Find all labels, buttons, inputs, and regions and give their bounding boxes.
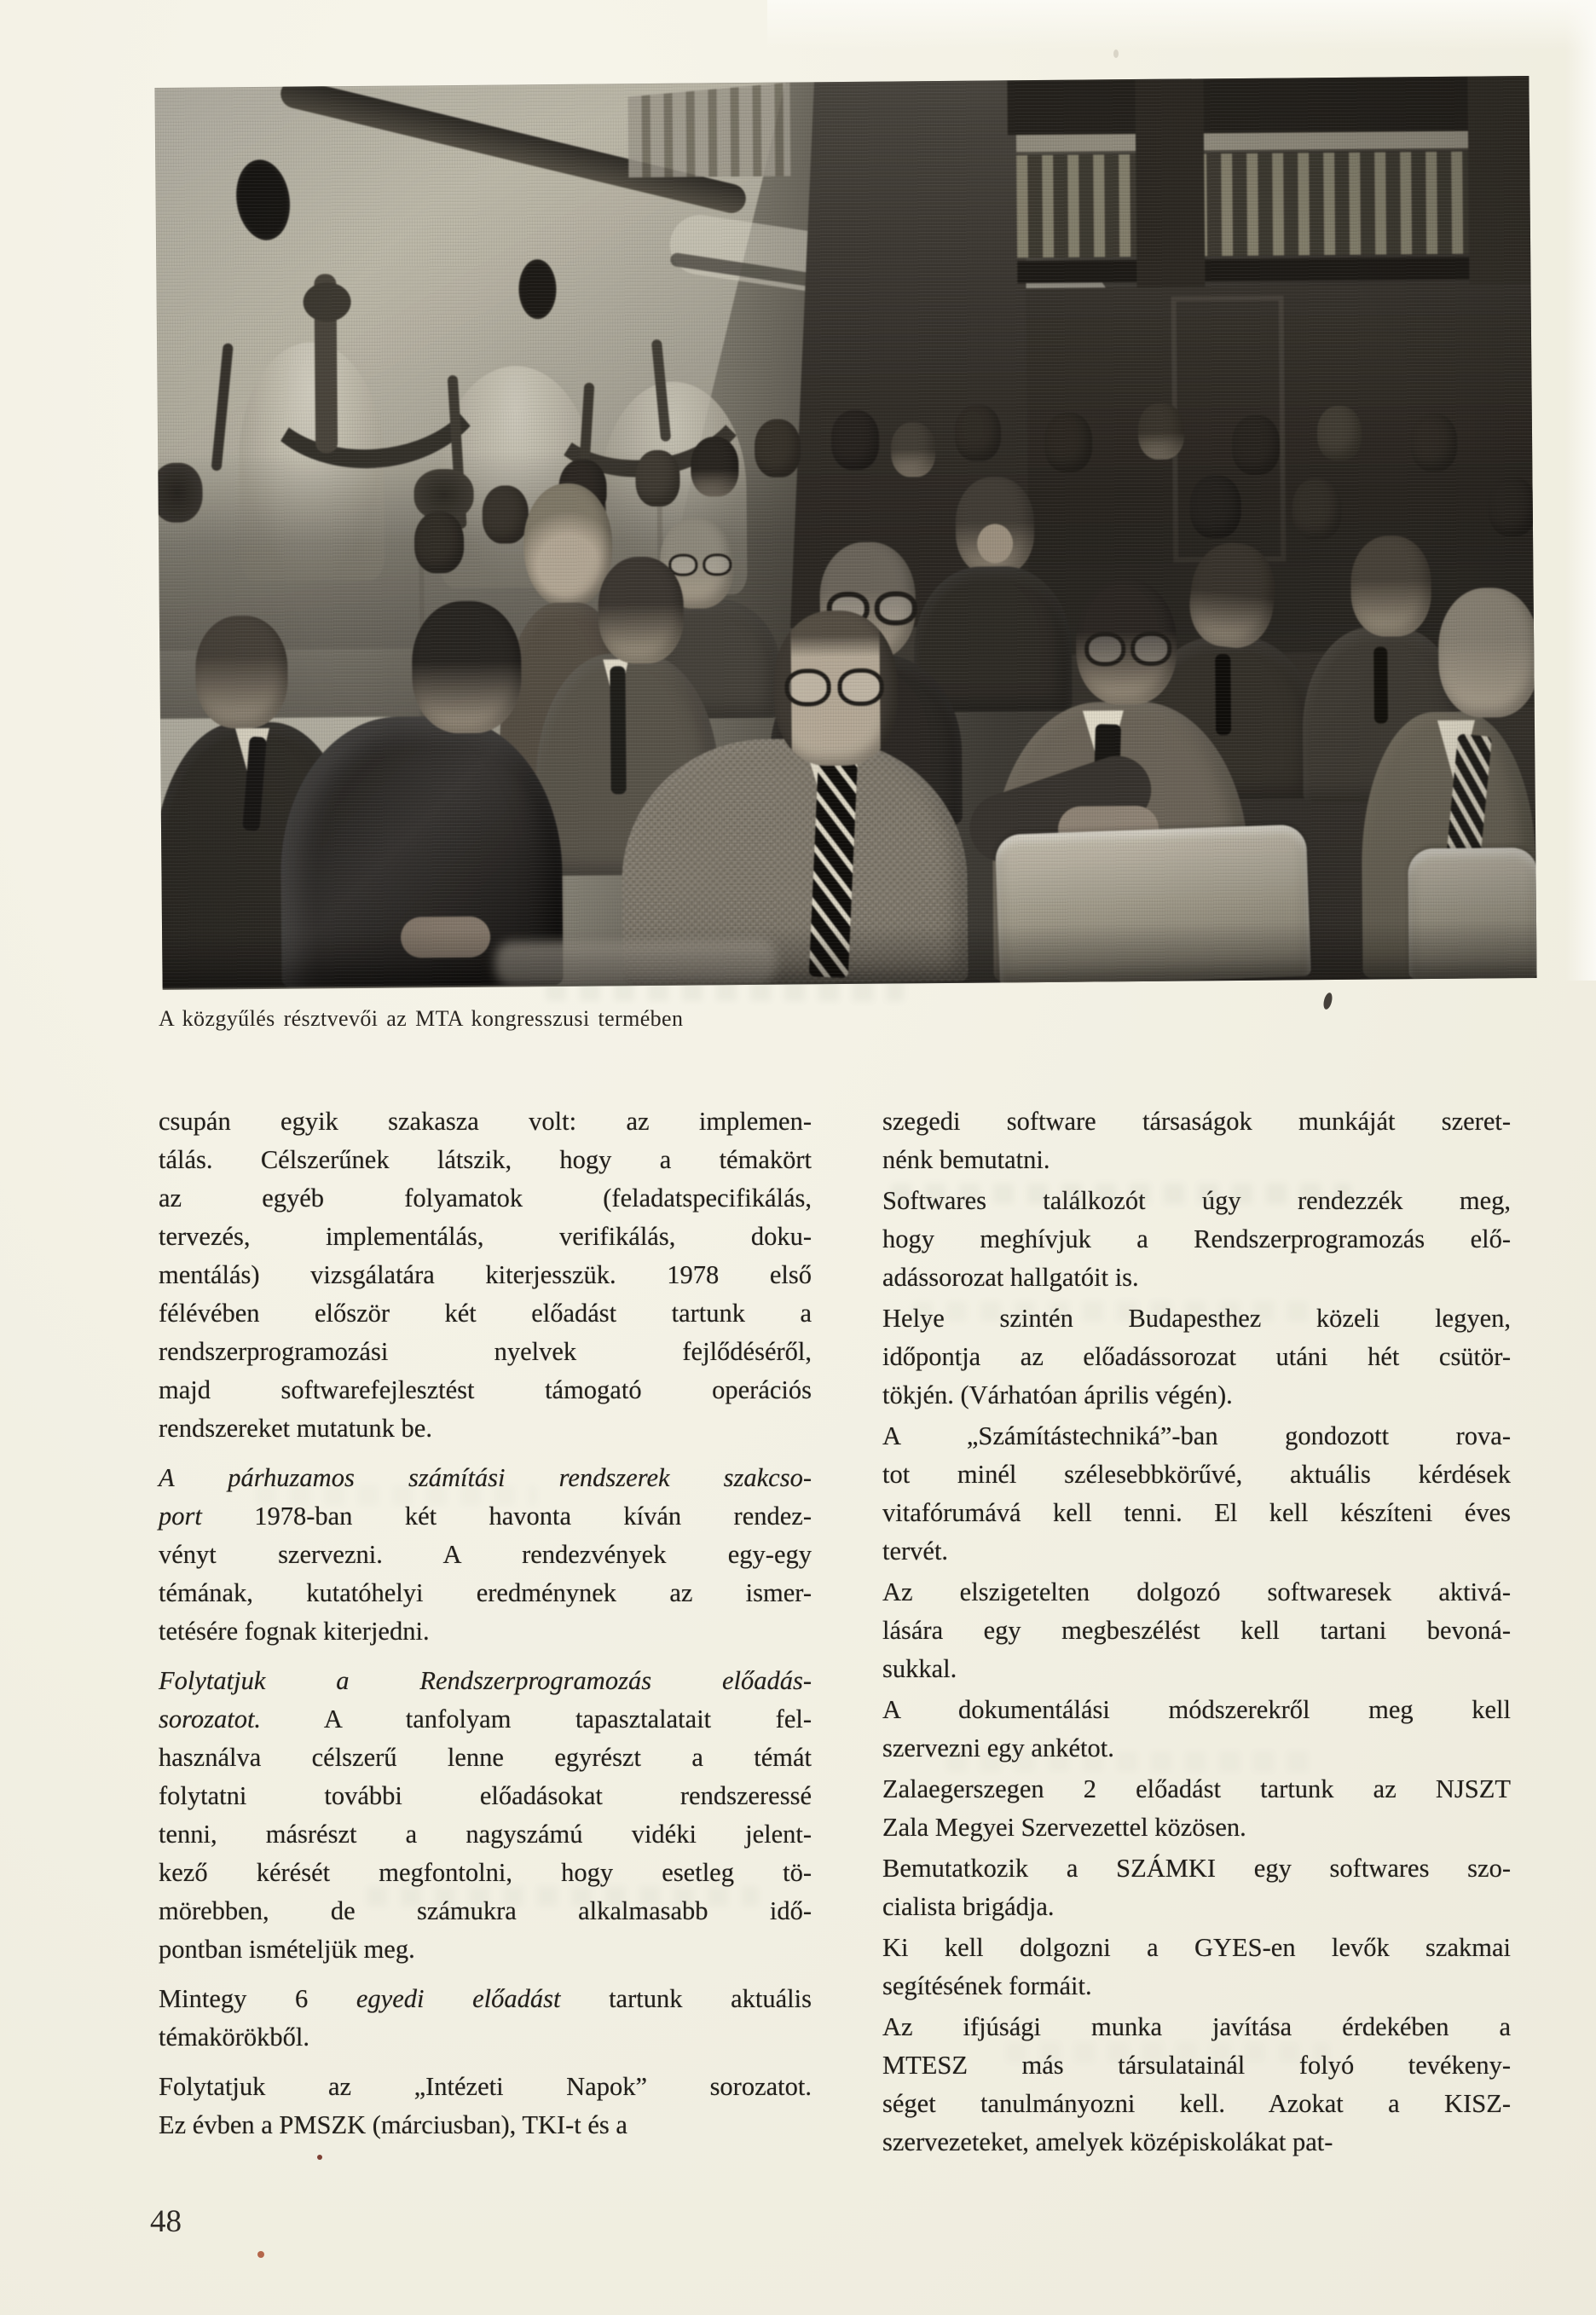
text-line [882,1141,1511,1179]
text-line [159,2018,812,2057]
text-line [159,2106,812,2144]
text-line [159,1892,812,1930]
text-segment: kező kérését megfontolni, hogy esetleg tö- [159,1858,812,1887]
text-line [882,1612,1511,1650]
paragraph [882,1417,1511,1571]
text-line [882,1259,1511,1297]
text-segment: témakörökből. [159,2023,310,2052]
text-segment: tartunk aktuális [560,1984,812,2013]
person-silhouette [755,419,801,477]
text-line [882,1650,1511,1688]
text-line [159,1459,812,1497]
glasses-icon [784,668,883,707]
paper-speck [317,2155,322,2160]
person-head [412,600,522,733]
photo-scene [154,76,1536,990]
tie [1373,646,1388,723]
text-line [882,1770,1511,1809]
person-silhouette [635,450,680,506]
person-head [523,483,612,608]
photo-shape [784,668,830,706]
text-segment: A dokumentálási módszerekről meg kell [882,1695,1511,1724]
person-head [195,616,288,729]
text-line [159,1930,812,1969]
text-segment: szervezeteket, amelyek középiskolákat pat- [882,2127,1333,2156]
text-line [159,1536,812,1574]
balcony-rail [1016,130,1530,152]
text-line [159,1256,812,1294]
person-head [1438,587,1537,718]
text-segment: Softwares találkozót úgy rendezzék meg, [882,1186,1511,1215]
text-line [882,2008,1511,2046]
text-segment: nénk bemutatni. [882,1145,1050,1174]
text-line [159,1179,812,1218]
text-segment: tetésére fognak kiterjedni. [159,1617,430,1646]
text-segment: időpontja az előadássorozat utáni hét csütör- [882,1342,1511,1371]
paragraph [159,2068,812,2144]
text-segment: Az elszigetelten dolgozó softwaresek aktivá- [882,1577,1511,1606]
person-head [1350,535,1431,637]
text-segment: tot minél szélesebbkörűvé, aktuális kérdések [882,1460,1511,1489]
text-segment: Folytatjuk az „Intézeti Napok” sorozatot. [159,2072,812,2101]
text-line [159,1980,812,2018]
text-line [882,1456,1511,1494]
photo-shape [875,591,917,625]
paragraph [882,1573,1511,1688]
paragraph [882,1182,1511,1297]
text-segment: Zalaegerszegen 2 előadást tartunk az NJSZT [882,1774,1511,1803]
text-line [882,1417,1511,1456]
person-silhouette [1232,415,1281,475]
text-segment: csupán egyik szakasza volt: az implemen- [159,1107,812,1136]
text-line [159,1141,812,1179]
text-line [882,2046,1511,2085]
glasses-icon [668,553,732,576]
person-hand [977,524,1013,563]
person-silhouette [891,422,936,477]
person-silhouette [1138,403,1185,460]
text-line [159,1574,812,1612]
page-number: 48 [150,2204,182,2239]
paper-speck [1113,49,1119,58]
text-line [882,1809,1511,1847]
text-segment: Helye szintén Budapesthez közeli legyen, [882,1304,1511,1333]
text-line [159,1294,812,1333]
balcony-cornice [1007,76,1530,135]
text-line [882,1849,1511,1888]
text-line [882,1376,1511,1415]
text-line [159,1700,812,1739]
scan-edge-highlight [1565,0,1596,981]
paragraph [882,1299,1511,1415]
text-line [882,2123,1511,2162]
text-segment: szegedi software társaságok munkáját szeret- [882,1107,1511,1136]
person-silhouette [414,512,465,574]
text-line [882,1220,1511,1259]
glasses-icon [1084,632,1171,667]
text-segment: mörebben, de számukra alkalmasabb idő- [159,1896,812,1925]
text-segment: Bemutatkozik a SZÁMKI egy softwares szo- [882,1854,1511,1883]
text-line [159,1409,812,1448]
photo-shape [1130,632,1171,666]
text-segment: tervezés, implementálás, verifikálás, doku- [159,1222,812,1251]
text-segment: tálás. Célszerűnek látszik, hogy a témakört [159,1145,812,1174]
text-line [882,1729,1511,1768]
text-line [882,1691,1511,1729]
paragraph [882,2008,1511,2162]
text-line [882,1494,1511,1532]
text-segment: segítésének formáit. [882,1971,1092,2000]
ink-speck [1322,992,1334,1010]
text-line [882,2085,1511,2123]
conference-photo [154,76,1536,990]
paper-speck [257,2251,264,2258]
text-segment: tervét. [882,1537,949,1566]
italic-text-segment: sorozatot. [159,1704,262,1733]
person-silhouette [1189,475,1241,539]
person-silhouette [1488,477,1536,536]
floor-shadow [162,920,1537,990]
text-segment: lására egy megbeszélést kell tartani bevoná- [882,1616,1511,1645]
left-text-column [159,1103,812,2144]
text-segment: vényt szervezni. A rendezvények egy-egy [159,1540,812,1569]
paragraph [159,1103,812,1448]
text-line [159,1103,812,1141]
person-silhouette [483,485,529,543]
text-segment: rendszereket mutatunk be. [159,1414,432,1443]
balcony-column [1135,78,1205,287]
text-line [882,1299,1511,1338]
person-head [598,557,684,664]
person-silhouette [1411,414,1458,472]
person-silhouette [831,410,880,470]
balcony-column [1467,76,1530,285]
text-line [882,1967,1511,2005]
text-segment: A tanfolyam tapasztalatait fel- [261,1704,812,1733]
text-segment: az egyéb folyamatok (feladatspecifikálás, [159,1184,812,1212]
photo-shape [1084,632,1125,666]
text-segment: Zala Megyei Szervezettel közösen. [882,1813,1246,1842]
wall-sconce [518,259,557,319]
text-line [159,1815,812,1854]
text-line [882,1929,1511,1967]
text-line [882,1532,1511,1571]
paragraph [882,1849,1511,1926]
paragraph [159,1459,812,1651]
paragraph [159,1980,812,2057]
photo-shape [703,553,732,576]
paragraph [882,1929,1511,2005]
text-segment: rendszerprogramozási nyelvek fejlődéséről, [159,1337,812,1366]
text-line [159,1497,812,1536]
italic-text-segment: Folytatjuk a Rendszerprogramozás előadás- [159,1666,812,1695]
text-segment: témának, kutatóhelyi eredménynek az ismer- [159,1578,812,1607]
text-line [159,1662,812,1700]
person-silhouette [955,404,1002,460]
paragraph [882,1103,1511,1179]
paragraph [882,1691,1511,1768]
text-segment: MTESZ más társulatainál folyó tevékeny- [882,2051,1511,2080]
tie [1215,654,1231,735]
text-line [882,1573,1511,1612]
text-line [159,1612,812,1651]
text-segment: Az ifjúsági munka javítása érdekében a [882,2012,1511,2041]
text-line [882,1888,1511,1926]
text-segment: tökjén. (Várhatóan április végén). [882,1380,1233,1409]
text-segment: pontban ismételjük meg. [159,1935,415,1964]
person-silhouette [691,437,739,496]
text-line [882,1338,1511,1376]
text-segment: sukkal. [882,1654,957,1683]
photo-shape [837,668,883,706]
person-silhouette [1317,406,1362,460]
text-line [159,2068,812,2106]
text-segment: majd softwarefejlesztést támogató operációs [159,1375,812,1404]
balcony-ledge [1017,257,1530,283]
person-silhouette [1292,478,1342,541]
text-segment: cialista brigádja. [882,1892,1055,1921]
text-line [159,1333,812,1371]
text-segment: Ez évben a PMSZK (márciusban), TKI-t és a [159,2110,627,2139]
text-segment: félévében először két előadást tartunk a [159,1299,812,1328]
photo-caption: A közgyűlés résztvevői az MTA kongresszusi termében [159,1006,684,1031]
text-segment: 1978-ban két havonta kíván rendez- [201,1502,812,1531]
text-segment: tenni, másrészt a nagyszámú vidéki jelent- [159,1820,812,1849]
text-segment: Ki kell dolgozni a GYES-en levők szakmai [882,1933,1511,1962]
text-segment: vitafórumává kell tenni. El kell készíteni éves [882,1498,1511,1527]
text-segment: A „Számítástechniká”-ban gondozott rova- [882,1421,1511,1450]
text-segment: mentálás) vizsgálatára kiterjesszük. 1978 első [159,1260,812,1289]
organ-pipes [627,83,790,178]
text-segment: adássorozat hallgatóit is. [882,1263,1139,1292]
text-line [882,1103,1511,1141]
text-segment: séget tanulmányozni kell. Azokat a KISZ- [882,2089,1511,2118]
paragraph [159,1662,812,1969]
tie [610,666,626,794]
text-line [159,1777,812,1815]
text-line [159,1854,812,1892]
text-segment: Mintegy 6 [159,1984,356,2013]
text-segment: hogy meghívjuk a Rendszerprogramozás elő- [882,1224,1511,1253]
text-line [159,1371,812,1409]
garland-bow [303,282,350,321]
text-line [159,1739,812,1777]
balcony-balustrade [1016,151,1530,258]
paragraph [882,1770,1511,1847]
right-text-column [882,1103,1511,2162]
italic-text-segment: port [159,1502,202,1531]
scan-edge-highlight [767,0,1596,49]
italic-text-segment: A párhuzamos számítási rendszerek szakcso- [159,1463,812,1492]
text-segment: szervezni egy ankétot. [882,1733,1114,1762]
person-silhouette [1044,412,1093,472]
text-segment: használva célszerű lenne egyrészt a témát [159,1743,812,1772]
text-line [882,1182,1511,1220]
italic-text-segment: egyedi előadást [356,1984,561,2013]
text-line [159,1218,812,1256]
text-segment: folytatni további előadásokat rendszeressé [159,1781,812,1810]
